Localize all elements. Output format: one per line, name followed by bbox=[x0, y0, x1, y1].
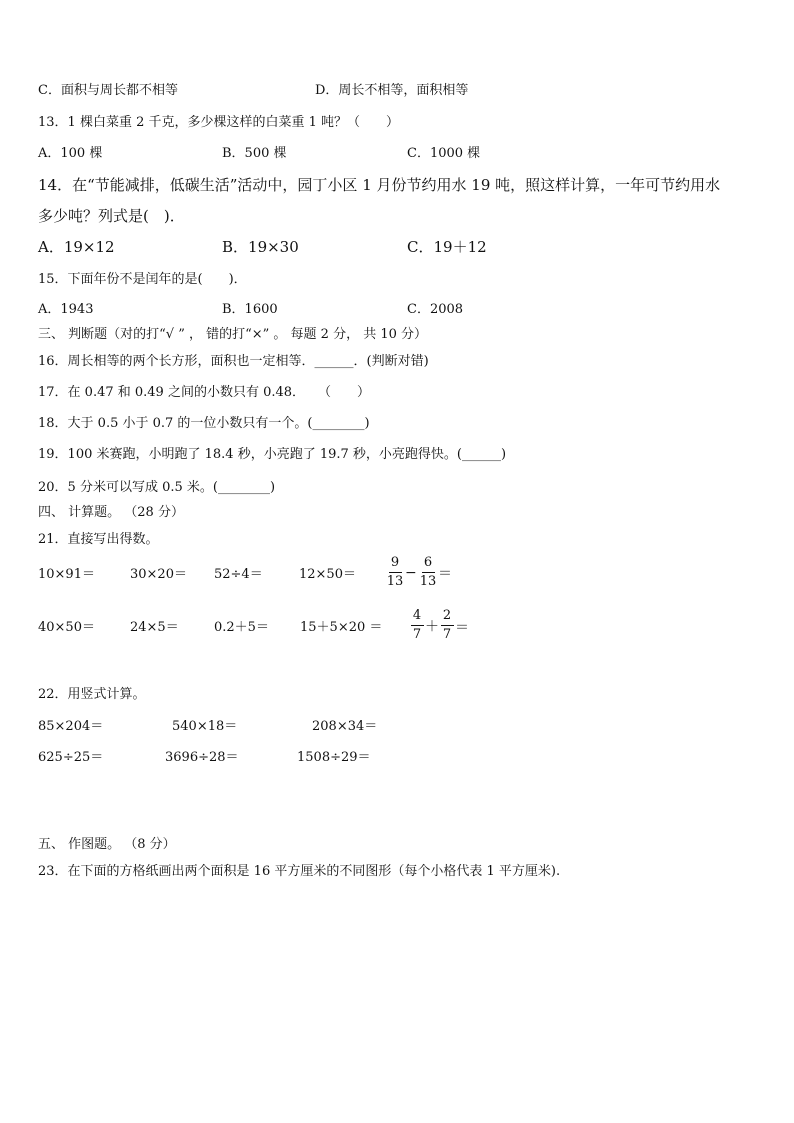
q22-r2-item3: 1508÷29＝ bbox=[297, 750, 371, 765]
q22-r2-item1: 625÷25＝ bbox=[38, 750, 104, 765]
q21-frac1-b bbox=[421, 556, 435, 589]
q21-frac2-b-numerator: 2 bbox=[442, 608, 452, 623]
q15-option-c: C．2008 bbox=[407, 302, 464, 317]
q17: 17．在 0.47 和 0.49 之间的小数只有 0.48． （ ） bbox=[38, 385, 371, 400]
q14-option-c: C．19＋12 bbox=[407, 238, 487, 256]
q22-r1-item1: 85×204＝ bbox=[38, 719, 104, 734]
q13-option-c: C．1000 棵 bbox=[407, 146, 481, 161]
q16: 16．周长相等的两个长方形，面积也一定相等．______．(判断对错) bbox=[38, 354, 429, 369]
q21-frac1-a-numerator: 9 bbox=[390, 555, 400, 570]
q14-option-b: B．19×30 bbox=[222, 238, 299, 256]
fraction-bar bbox=[422, 572, 435, 573]
q20: 20．5 分米可以写成 0.5 米。(________) bbox=[38, 480, 276, 495]
q21-frac2-equals: ＝ bbox=[455, 620, 469, 636]
q23: 23．在下面的方格纸画出两个面积是 16 平方厘米的不同图形（每个小格代表 1 平方厘米). bbox=[38, 864, 561, 879]
section-4-heading: 四、 计算题。 （28 分） bbox=[38, 505, 184, 520]
q22-r2-item2: 3696÷28＝ bbox=[165, 750, 239, 765]
q13-stem: 13．1 棵白菜重 2 千克，多少棵这样的白菜重 1 吨？（ ） bbox=[38, 115, 400, 130]
q21-frac2-b bbox=[440, 609, 454, 642]
q15-stem: 15．下面年份不是闰年的是( )． bbox=[38, 272, 247, 287]
q21-frac1-a bbox=[388, 556, 402, 589]
q21-frac1-b-numerator: 6 bbox=[423, 555, 433, 570]
q21-stem: 21．直接写出得数。 bbox=[38, 532, 159, 547]
q18: 18．大于 0.5 小于 0.7 的一位小数只有一个。(________) bbox=[38, 416, 370, 431]
q21-frac1-operator: − bbox=[405, 565, 417, 581]
section-5-heading: 五、 作图题。 （8 分） bbox=[38, 837, 176, 852]
q14-option-a: A．19×12 bbox=[38, 238, 115, 256]
fraction-bar bbox=[441, 625, 454, 626]
q12-option-d: D．周长不相等，面积相等 bbox=[315, 83, 469, 98]
q12-option-c: C．面积与周长都不相等 bbox=[38, 83, 178, 98]
q21-frac2-a-numerator: 4 bbox=[412, 608, 422, 623]
q21-frac2-a bbox=[410, 609, 424, 642]
q21-frac1-a-denominator: 13 bbox=[386, 574, 404, 589]
q21-r2-item2: 24×5＝ bbox=[130, 620, 179, 635]
q21-frac2-operator: ＋ bbox=[425, 619, 439, 635]
q21-r1-item3: 52÷4＝ bbox=[214, 567, 263, 582]
q21-frac1-equals: ＝ bbox=[438, 566, 452, 582]
q21-frac1-b-denominator: 13 bbox=[419, 574, 437, 589]
q21-r2-item3: 0.2＋5＝ bbox=[214, 620, 269, 635]
q21-r1-item2: 30×20＝ bbox=[130, 567, 187, 582]
q22-r1-item3: 208×34＝ bbox=[312, 719, 378, 734]
q21-frac2-a-denominator: 7 bbox=[412, 627, 422, 642]
q19: 19．100 米赛跑，小明跑了 18.4 秒，小亮跑了 19.7 秒，小亮跑得快。(______) bbox=[38, 447, 507, 462]
fraction-bar bbox=[411, 625, 424, 626]
q21-r1-item1: 10×91＝ bbox=[38, 567, 95, 582]
q15-option-b: B．1600 bbox=[222, 302, 278, 317]
q15-option-a: A．1943 bbox=[38, 302, 94, 317]
q22-r1-item2: 540×18＝ bbox=[172, 719, 238, 734]
q14-stem-line2: 多少吨？列式是( )． bbox=[38, 207, 185, 225]
q21-r1-item4: 12×50＝ bbox=[299, 567, 356, 582]
q21-frac2-b-denominator: 7 bbox=[442, 627, 452, 642]
q22-stem: 22．用竖式计算。 bbox=[38, 687, 146, 702]
q14-stem-line1: 14．在“节能减排，低碳生活”活动中，园丁小区 1 月份节约用水 19 吨，照这样计算，一年可节约用水 bbox=[38, 176, 721, 194]
q21-r2-item4: 15＋5×20 ＝ bbox=[300, 620, 383, 635]
section-3-heading: 三、 判断题（对的打“√ ” ， 错的打“×” 。 每题 2 分， 共 10 分） bbox=[38, 327, 428, 342]
q13-option-a: A．100 棵 bbox=[38, 146, 103, 161]
fraction-bar bbox=[389, 572, 402, 573]
q13-option-b: B．500 棵 bbox=[222, 146, 287, 161]
q21-r2-item1: 40×50＝ bbox=[38, 620, 95, 635]
